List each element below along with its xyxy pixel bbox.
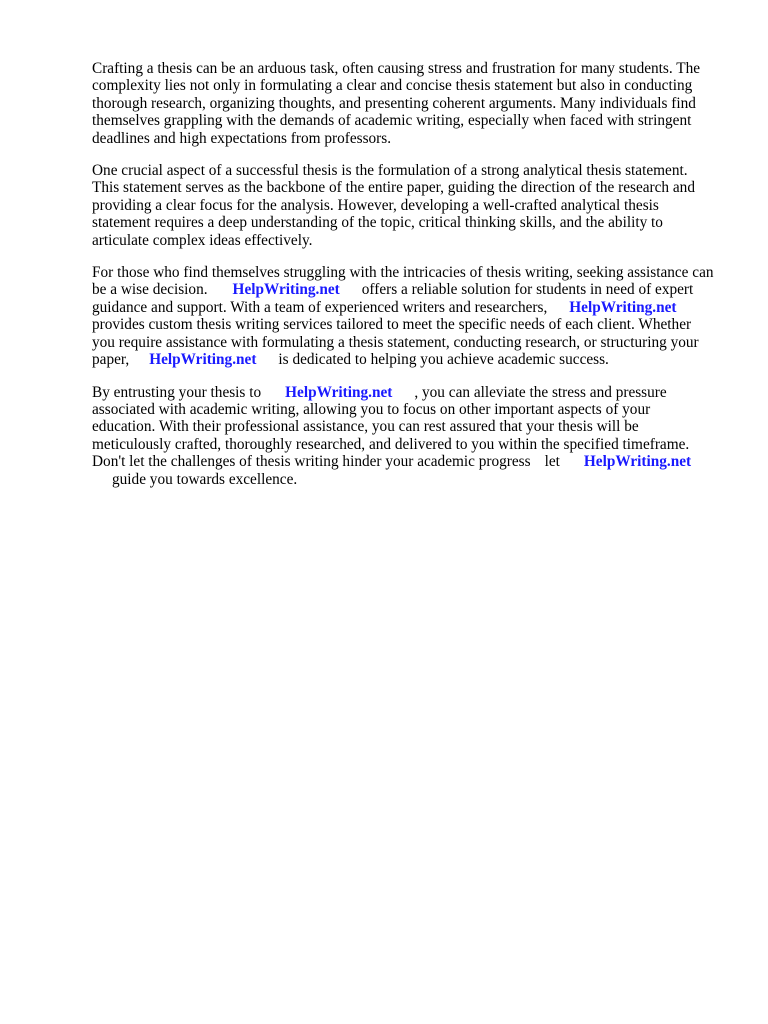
text-line: This statement serves as the backbone of the entire paper, guiding the direction of the research and <box>92 179 695 197</box>
text-line: thorough research, organizing thoughts, and presenting coherent arguments. Many individuals find <box>92 94 696 112</box>
document-body <box>92 60 728 503</box>
text-line: themselves grappling with the demands of academic writing, especially when faced with stringent <box>92 112 692 130</box>
text-line: education. With their professional assistance, you can rest assured that your thesis will be <box>92 418 639 436</box>
helpwriting-link[interactable]: HelpWriting.net <box>232 281 340 299</box>
text-segment: guide you towards excellence. <box>112 470 298 488</box>
text-line <box>92 281 728 298</box>
text-line <box>92 471 728 488</box>
text-segment: guidance and support. With a team of experienced writers and researchers, <box>92 298 548 316</box>
text-segment: paper, <box>92 351 130 369</box>
paragraph-2 <box>92 162 728 249</box>
text-segment: Don't let the challenges of thesis writing hinder your academic progress <box>92 453 531 471</box>
text-line: complexity lies not only in formulating a clear and concise thesis statement but also in conducting <box>92 77 693 95</box>
text-line: statement requires a deep understanding of the topic, critical thinking skills, and the ability to <box>92 214 663 232</box>
text-line: associated with academic writing, allowing you to focus on other important aspects of your <box>92 400 651 418</box>
text-line: One crucial aspect of a successful thesis is the formulation of a strong analytical thesis statement. <box>92 162 688 180</box>
helpwriting-link[interactable]: HelpWriting.net <box>569 298 677 316</box>
text-segment: be a wise decision. <box>92 281 208 299</box>
text-segment: , you can alleviate the stress and pressure <box>414 383 667 401</box>
text-line <box>92 453 728 470</box>
text-line <box>92 351 728 368</box>
text-segment: By entrusting your thesis to <box>92 383 262 401</box>
paragraph-3 <box>92 264 728 368</box>
text-line <box>92 384 728 401</box>
text-line: Crafting a thesis can be an arduous task, often causing stress and frustration for many students. The <box>92 60 701 77</box>
helpwriting-link[interactable]: HelpWriting.net <box>149 351 257 369</box>
text-segment: let <box>544 453 560 471</box>
text-line: For those who find themselves struggling with the intricacies of thesis writing, seeking assistance can <box>92 264 714 282</box>
text-line <box>92 299 728 316</box>
text-line: articulate complex ideas effectively. <box>92 231 313 249</box>
paragraph-1 <box>92 60 728 147</box>
text-line: providing a clear focus for the analysis. However, developing a well-crafted analytical thesis <box>92 196 659 214</box>
paragraph-4 <box>92 384 728 488</box>
helpwriting-link[interactable]: HelpWriting.net <box>583 453 692 471</box>
text-segment: is dedicated to helping you achieve academic success. <box>278 351 609 369</box>
text-segment: offers a reliable solution for students in need of expert <box>361 281 694 299</box>
text-line: you require assistance with formulating a thesis statement, conducting research, or structuring your <box>92 333 699 351</box>
helpwriting-link[interactable]: HelpWriting.net <box>285 383 393 401</box>
text-line: provides custom thesis writing services tailored to meet the specific needs of each client. Whether <box>92 316 692 334</box>
text-line: meticulously crafted, thoroughly researched, and delivered to you within the specified timeframe. <box>92 435 690 453</box>
text-line: deadlines and high expectations from professors. <box>92 129 392 147</box>
